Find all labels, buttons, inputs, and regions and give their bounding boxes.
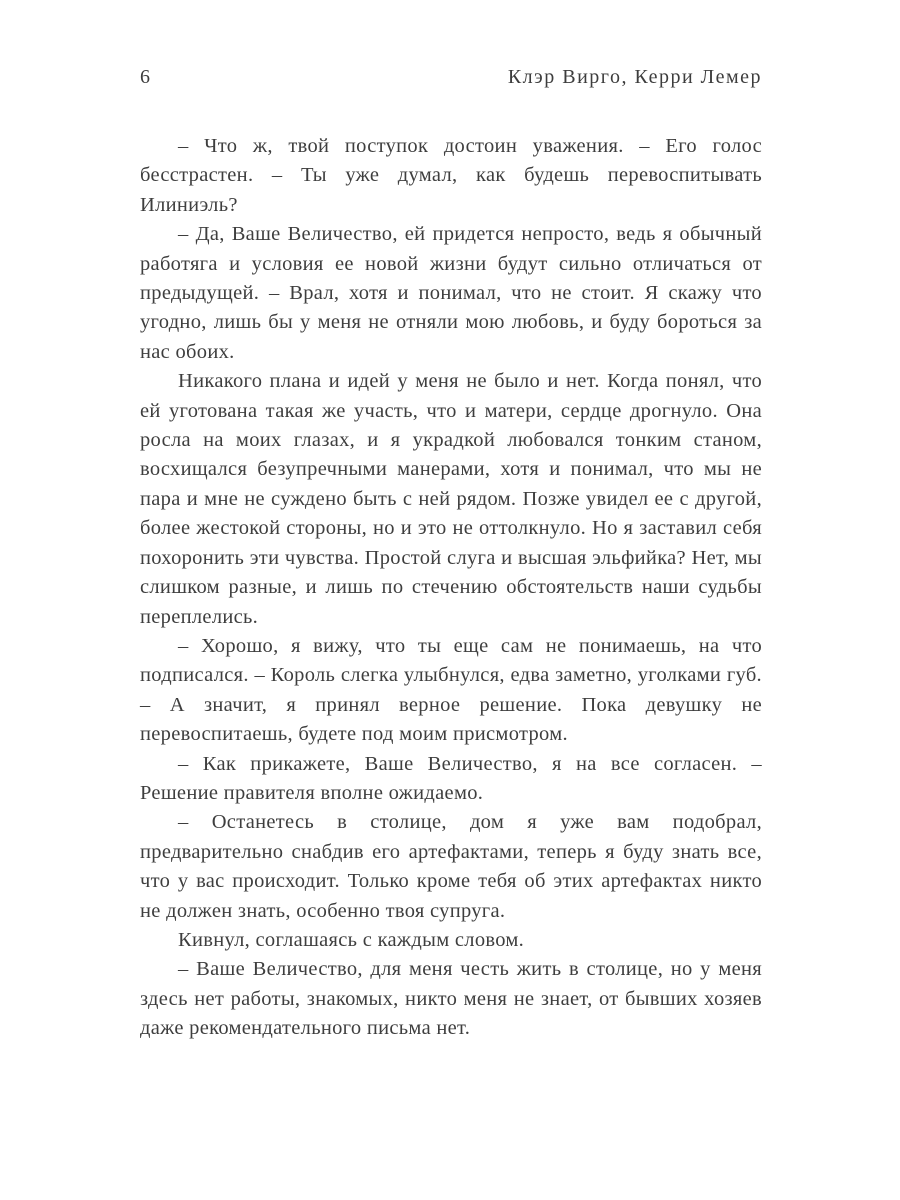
paragraph: – Как прикажете, Ваше Величество, я на все согласен. – Решение правителя вполне ожидаемо. bbox=[140, 752, 762, 804]
paragraph: – Ваше Величество, для меня честь жить в столице, но у меня здесь нет работы, знакомых, никто меня не знает, от бывших хозяев даже рекомендательного письма нет. bbox=[140, 958, 762, 1040]
paragraph: – Хорошо, я вижу, что ты еще сам не понимаешь, на что подписался. – Король слегка улыбнулся, едва заметно, уголками губ. – А значит, я принял верное решение. Пока девушку не перевоспитаешь, будете под моим присмотром. bbox=[140, 634, 762, 746]
page-body-text bbox=[140, 132, 762, 1044]
paragraph: Кивнул, соглашаясь с каждым словом. bbox=[178, 928, 525, 951]
header-authors: Клэр Вирго, Керри Лемер bbox=[507, 66, 762, 88]
paragraph: – Останетесь в столице, дом я уже вам подобрал, предварительно снабдив его артефактами, теперь я буду знать все, что у вас происходит. Только кроме тебя об этих артефактах никто не должен знать, особенно твоя супруга. bbox=[140, 811, 762, 922]
paragraph: – Что ж, твой поступок достоин уважения. – Его голос бесстрастен. – Ты уже думал, как будешь перевоспитывать Илиниэль? bbox=[140, 135, 762, 216]
running-header bbox=[140, 66, 762, 89]
paragraph: – Да, Ваше Величество, ей придется непросто, ведь я обычный работяга и условия ее новой жизни будут сильно отличаться от предыдущей. – Врал, хотя и понимал, что не стоит. Я скажу что угодно, лишь бы у меня не отняли мою любовь, и буду бороться за нас обоих. bbox=[140, 223, 762, 363]
page-number: 6 bbox=[140, 66, 150, 88]
paragraph: Никакого плана и идей у меня не было и нет. Когда понял, что ей уготована такая же участь, что и матери, сердце дрогнуло. Она росла на моих глазах, и я украдкой любовался тонким станом, восхищался безупречными манерами, хотя и понимал, что мы не пара и мне не суждено быть с ней рядом. Позже увидел ее с другой, более жестокой стороны, но и это не оттолкнуло. Но я заставил себя похоронить эти чувства. Простой слуга и высшая эльфийка? Нет, мы слишком разные, и лишь по стечению обстоятельств наши судьбы переплелись. bbox=[140, 370, 762, 628]
